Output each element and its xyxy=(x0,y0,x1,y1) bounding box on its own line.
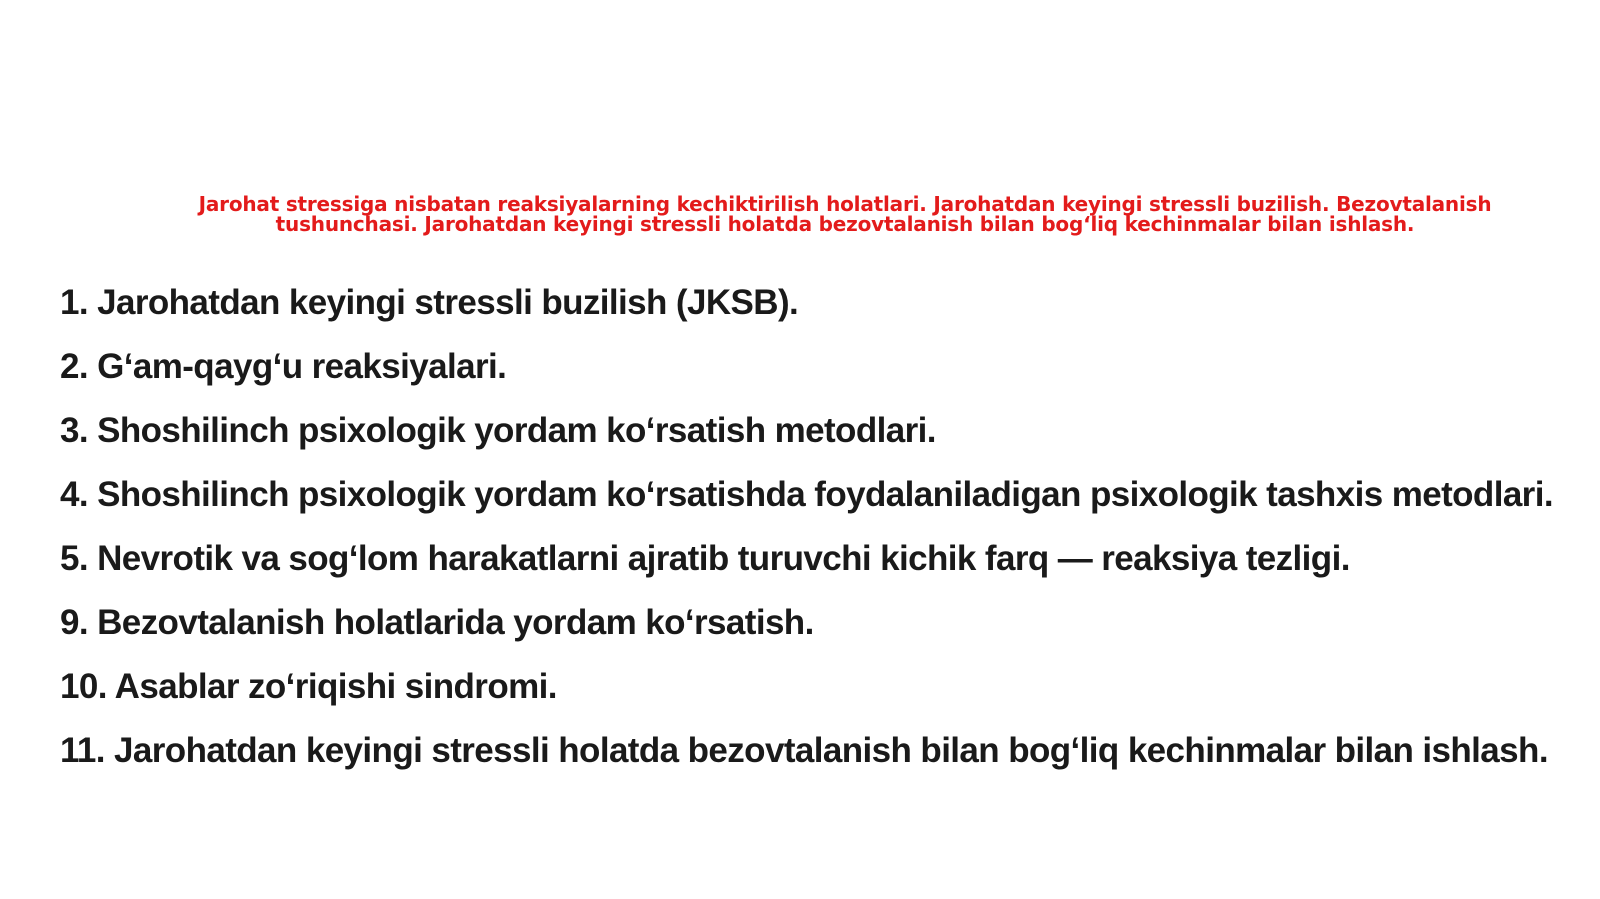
list-item: 11. Jarohatdan keyingi stressli holatda bezovtalanish bilan bog‘liq kechinmalar bilan ishlash. xyxy=(60,731,1548,770)
list-item: 2. G‘am-qayg‘u reaksiyalari. xyxy=(60,347,507,386)
list-item: 5. Nevrotik va sog‘lom harakatlarni ajratib turuvchi kichik farq — reaksiya tezligi. xyxy=(60,539,1350,578)
list-item: 9. Bezovtalanish holatlarida yordam ko‘rsatish. xyxy=(60,603,814,642)
list-item: 4. Shoshilinch psixologik yordam ko‘rsatishda foydalaniladigan psixologik tashxis metodlari. xyxy=(60,475,1553,514)
list-item: 10. Asablar zo‘riqishi sindromi. xyxy=(60,667,557,706)
list-item: 3. Shoshilinch psixologik yordam ko‘rsatish metodlari. xyxy=(60,411,936,450)
list-item: 1. Jarohatdan keyingi stressli buzilish (JKSB). xyxy=(60,283,799,322)
slide-title: Jarohat stressiga nisbatan reaksiyalarning kechiktirilish holatlari. Jarohatdan keyingi stressli buzilish. Bezovtalanish tushunchasi. Jarohatdan keyingi stressli holatda bezovtalanish bilan bog‘liq kechinmalar bilan ishlash. xyxy=(198,192,1492,236)
topic-list xyxy=(60,280,1560,792)
